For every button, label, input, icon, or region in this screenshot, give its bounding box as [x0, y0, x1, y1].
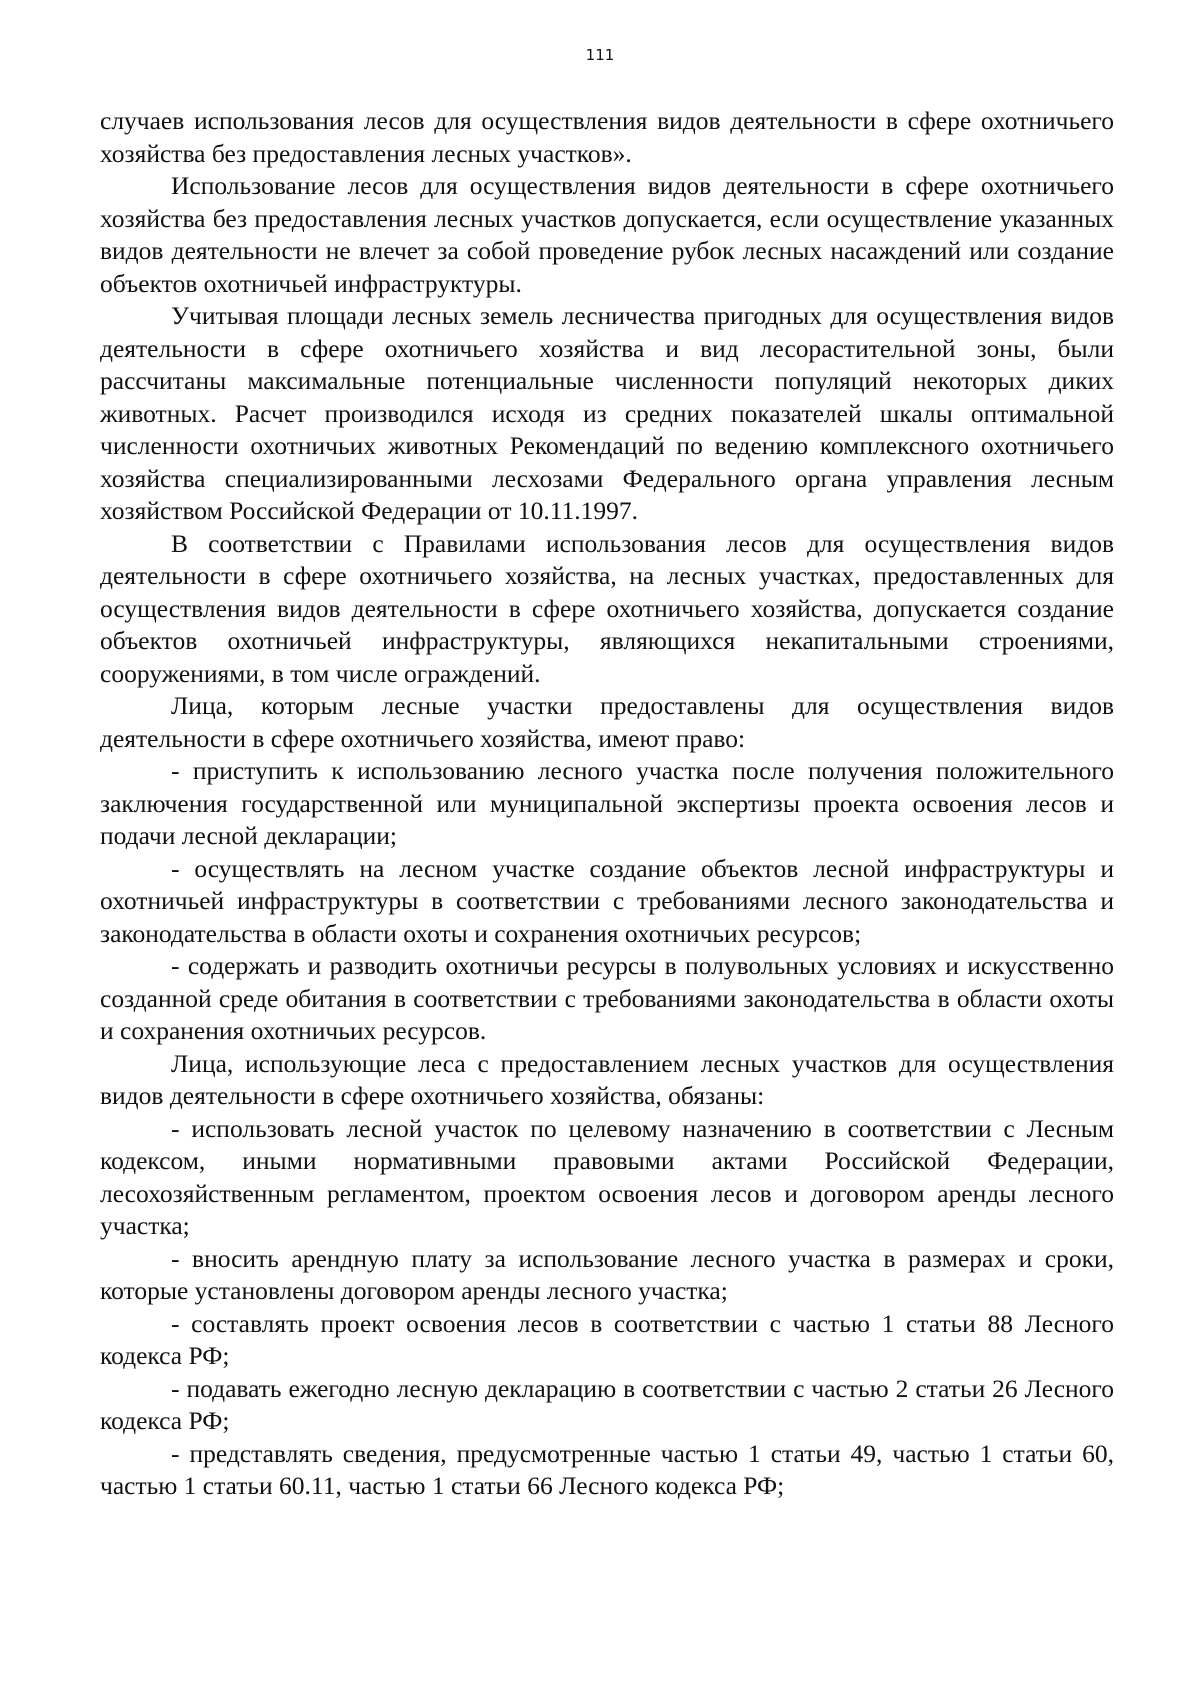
- list-item-duty-target-use: - использовать лесной участок по целевому назначению в соответствии с Лесным кодексом, иными нормативными правовыми актами Российской Федерации, лесохозяйственным регламентом, проектом освоения лесов и договором аренды лесного участка;: [100, 1113, 1114, 1240]
- document-body: [100, 105, 1114, 1503]
- paragraph-population-estimate: Учитывая площади лесных земель лесничества пригодных для осуществления видов деятельности в сфере охотничьего хозяйства и вид лесорастительной зоны, были рассчитаны максимальные потенциальные численности популяций некоторых диких животных. Расчет производился исходя из средних показателей шкалы оптимальной численности охотничьих животных Рекомендаций по ведению комплексного охотничьего хозяйства специализированными лесхозами Федерального органа управления лесным хозяйством Российской Федерации от 10.11.1997.: [100, 301, 1114, 525]
- list-item-right-breed-resources: - содержать и разводить охотничьи ресурсы в полувольных условиях и искусственно созданной среде обитания в соответствии с требованиями законодательства в области охоты и сохранения охотничьих ресурсов.: [100, 951, 1114, 1045]
- list-item-duty-development-project: - составлять проект освоения лесов в соответствии с частью 1 статьи 88 Лесного кодекса РФ;: [100, 1308, 1114, 1370]
- paragraph-continuation: случаев использования лесов для осуществления видов деятельности в сфере охотничьего хозяйства без предоставления лесных участков».: [100, 106, 1114, 168]
- list-item-right-start-use: - приступить к использованию лесного участка после получения положительного заключения государственной или муниципальной экспертизы проекта освоения лесов и подачи лесной декларации;: [100, 756, 1114, 850]
- list-item-duty-rent-payment: - вносить арендную плату за использование лесного участка в размерах и сроки, которые установлены договором аренды лесного участка;: [100, 1243, 1114, 1305]
- paragraph-obligations-intro: Лица, использующие леса с предоставлением лесных участков для осуществления видов деятельности в сфере охотничьего хозяйства, обязаны:: [100, 1048, 1114, 1110]
- list-item-duty-provide-info: - представлять сведения, предусмотренные частью 1 статьи 49, частью 1 статьи 60, частью 1 статьи 60.11, частью 1 статьи 66 Лесного кодекса РФ;: [100, 1438, 1114, 1500]
- list-item-right-build-infrastructure: - осуществлять на лесном участке создание объектов лесной инфраструктуры и охотничьей инфраструктуры в соответствии с требованиями лесного законодательства и законодательства в области охоты и сохранения охотничьих ресурсов;: [100, 853, 1114, 948]
- list-item-duty-forest-declaration: - подавать ежегодно лесную декларацию в соответствии с частью 2 статьи 26 Лесного кодекса РФ;: [100, 1373, 1114, 1435]
- paragraph-infrastructure-rules: В соответствии с Правилами использования лесов для осуществления видов деятельности в сфере охотничьего хозяйства, на лесных участках, предоставленных для осуществления видов деятельности в сфере охотничьего хозяйства, допускается создание объектов охотничьей инфраструктуры, являющихся некапитальными строениями, сооружениями, в том числе ограждений.: [100, 528, 1114, 688]
- page-number: 111: [585, 46, 615, 64]
- paragraph-rights-intro: Лица, которым лесные участки предоставлены для осуществления видов деятельности в сфере охотничьего хозяйства, имеют право:: [100, 691, 1114, 753]
- paragraph-use-without-plots: Использование лесов для осуществления видов деятельности в сфере охотничьего хозяйства без предоставления лесных участков допускается, если осуществление указанных видов деятельности не влечет за собой проведение рубок лесных насаждений или создание объектов охотничьей инфраструктуры.: [100, 171, 1114, 298]
